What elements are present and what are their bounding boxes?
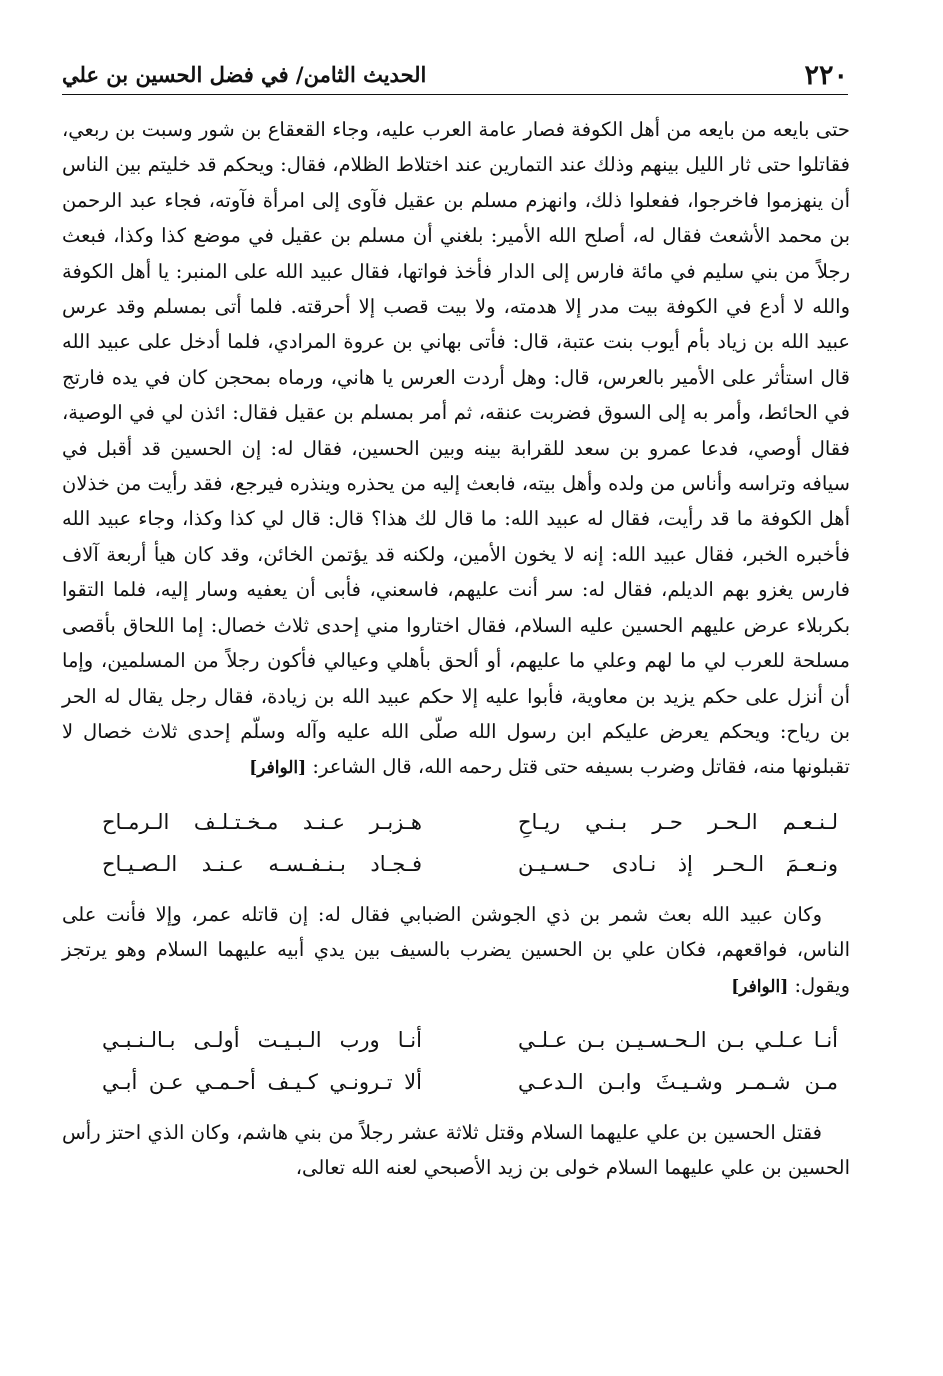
verse-line (62, 843, 850, 885)
paragraph (62, 897, 850, 1005)
page-header (62, 52, 848, 98)
meter-label: [الوافر] (731, 976, 789, 997)
poem (62, 801, 850, 885)
verse-first-hemistich: لـنـعـم الـحـر حـر بـنـي ريـاحِ (518, 809, 838, 834)
verse-line (62, 1061, 850, 1103)
meter-label: [الوافر] (249, 758, 307, 779)
verse-first-hemistich: مـن شـمـر وشـيـثَ وابـن الـدعـي (518, 1069, 838, 1094)
verse-second-hemistich: ألا تـرونـي كـيـف أحـمـي عـن أبـي (102, 1069, 422, 1094)
running-title: الحديث الثامن/ في فضل الحسين بن علي (62, 62, 427, 87)
verse-first-hemistich: ونـعـمَ الـحـر إذ نـادى حـسـيـن (518, 851, 838, 876)
verse-second-hemistich: أنـا ورب الـبـيـت أولـى بـالـنـبـي (102, 1027, 422, 1052)
paragraph-text: وكان عبيد الله بعث شمر بن ذي الجوشن الضبابي فقال له: إن قاتله عمر، وإلا فأنت على الناس، فواقعهم، فكان علي بن الحسين يضرب بالسيف بين يدي أبيه عليهما السلام وهو يرتجز ويقول: (62, 902, 850, 997)
poem (62, 1019, 850, 1103)
paragraph (62, 1115, 850, 1186)
verse-line (62, 801, 850, 843)
page-number: ٢٢٠ (804, 60, 848, 91)
paragraph-text: حتى بايعه من بايعه من أهل الكوفة فصار عامة العرب عليه، وجاء القعقاع بن شور وسبت بن ربعي، فقاتلوا حتى ثار الليل بينهم وذلك عند التمارين عند اختلاط الظلام، فقال: ويحكم قد خليتم بين الناس أن ينهزموا فاخرجوا، ففعلوا ذلك، وانهزم مسلم بن عقيل فآوى إلى امرأة فآوته، فجاء عبد الرحمن بن محمد الأشعث فقال له، أصلح الله الأمير: بلغني أن مسلم بن عقيل في موضع كذا وكذا، فبعث رجلاً من بني سليم في مائة فارس إلى الدار فأخذ فواتها، فقال عبيد الله على المنبر: يا أهل الكوفة والله لا أدع في الكوفة بيت مدر إلا هدمته، ولا بيت قصب إلا أحرقته. فلما أتى بمسلم وقد عرس عبيد الله بن زياد بأم أيوب بنت عتبة، قال: فأتى بهاني بن عروة المرادي، فلما أدخل على عبيد الله قال استأثر على الأمير بالعرس، قال: وهل أردت العرس يا هاني، ورماه بمحجن كان في يده فارتج في الحائط، وأمر به إلى السوق فضربت عنقه، ثم أمر بمسلم بن عقيل فقال: ائذن لي في الوصية، فقال أوصي، فدعا عمرو بن سعد للقرابة بينه وبين الحسين، فقال له: إن الحسين قد أقبل في سيافه وتراسه وأناس من ولده وأهل بيته، فابعث إليه من يحذره وينذره فيرجع، فقد رأيت من خذلان أهل الكوفة ما قد رأيت، فقال له عبيد الله: ما قال لك هذا؟ قال: قال لي كذا وكذا، وجاء عبيد الله فأخبره الخبر، فقال عبيد الله: إنه لا يخون الأمين، ولكنه قد يؤتمن الخائن، وقد كان هيأ أربعة آلاف فارس يغزو بهم الديلم، فقال له: سر أنت عليهم، فاسعني، فأبى أن يعفيه وسار إليه، فلما التقوا بكربلاء عرض عليهم الحسين عليه السلام، فقال اختاروا مني إحدى ثلاث خصال: إما اللحاق بأقصى مسلحة للعرب لي ما لهم وعلي ما عليهم، أو ألحق بأهلي وعيالي فأكون رجلاً من المسلمين، وإما أن أنزل على حكم يزيد بن معاوية، فأبوا عليه إلا حكم عبيد الله بن زيادة، فقال رجل يقال له الحر بن رياح: ويحكم يعرض عليكم ابن رسول الله صلّى الله عليه وآله وسلّم إحدى ثلاث خصال لا تقبلونها منه، فقاتل وضرب بسيفه حتى قتل رحمه الله، قال الشاعر: (62, 118, 850, 779)
paragraph-text: فقتل الحسين بن علي عليهما السلام وقتل ثلاثة عشر رجلاً من بني هاشم، وكان الذي احتز رأس الحسين بن علي عليهما السلام خولى بن زيد الأصبحي لعنه الله تعالى، (62, 1120, 850, 1180)
paragraph (62, 112, 850, 787)
verse-second-hemistich: هـزبـر عـنـد مـخـتـلـف الـرمـاح (102, 809, 422, 834)
header-rule (62, 94, 848, 95)
verse-line (62, 1019, 850, 1061)
verse-first-hemistich: أنـا عـلـي بـن الـحـسـيـن بـن عـلـي (518, 1027, 838, 1052)
verse-second-hemistich: فـجـاد بـنـفـسـه عـنـد الـصـيـاح (102, 851, 422, 876)
page-body (62, 112, 850, 1186)
